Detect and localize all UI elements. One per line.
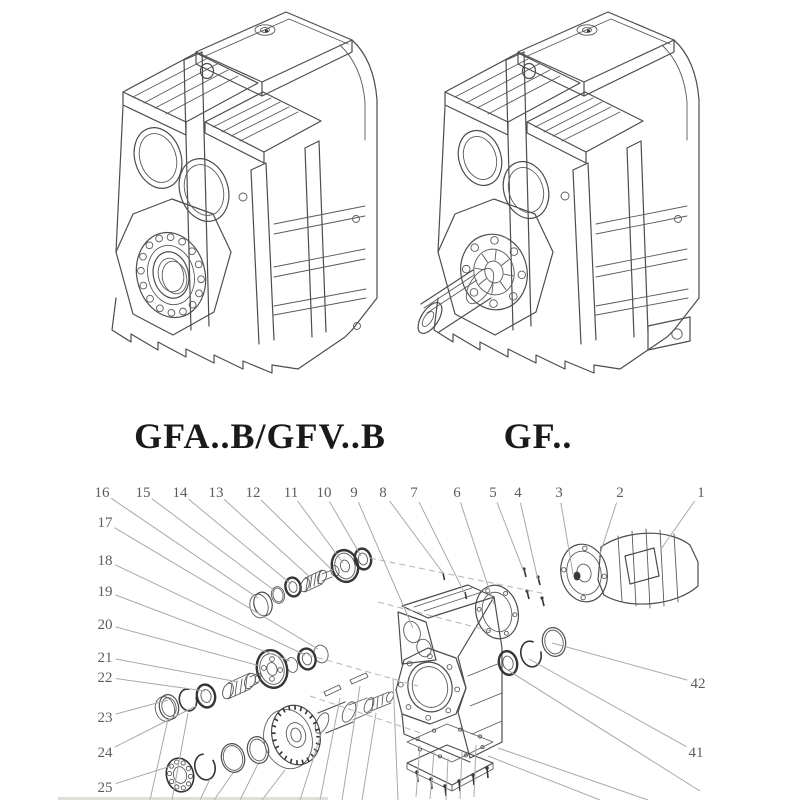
callout-13: 13 xyxy=(208,485,224,501)
callout-2: 2 xyxy=(616,485,624,501)
bottom-gasket xyxy=(407,724,493,762)
callout-6: 6 xyxy=(453,485,461,501)
callout-3: 3 xyxy=(555,485,563,501)
input-motor xyxy=(555,529,698,608)
gear-housing xyxy=(396,573,502,762)
callout-20: 20 xyxy=(97,617,113,633)
callout-4: 4 xyxy=(514,485,522,501)
callout-9: 9 xyxy=(350,485,358,501)
callout-7: 7 xyxy=(410,485,418,501)
callout-14: 14 xyxy=(172,485,188,501)
hollow-shaft-gearbox-drawing xyxy=(112,12,377,373)
callout-19: 19 xyxy=(97,584,113,600)
exploded-view-diagram xyxy=(95,485,706,800)
callout-15: 15 xyxy=(135,485,151,501)
model-label-left: GFA..B/GFV..B xyxy=(134,416,386,456)
solid-output-shaft xyxy=(413,264,499,338)
callout-10: 10 xyxy=(316,485,332,501)
callout-23: 23 xyxy=(97,710,113,726)
callout-24: 24 xyxy=(97,745,113,761)
callout-21: 21 xyxy=(97,650,113,666)
motor-bolts xyxy=(522,567,544,606)
model-label-right: GF.. xyxy=(503,416,573,456)
hollow-output-hub xyxy=(128,225,215,325)
callout-42: 42 xyxy=(690,676,706,692)
intermediate-shaft-group xyxy=(153,644,330,724)
callout-1: 1 xyxy=(697,485,705,501)
callout-16: 16 xyxy=(94,485,110,501)
output-side-bearing-set xyxy=(496,625,568,677)
callout-5: 5 xyxy=(489,485,497,501)
callout-18: 18 xyxy=(97,553,113,569)
callout-11: 11 xyxy=(283,485,299,501)
callout-17: 17 xyxy=(97,515,113,531)
callout-25: 25 xyxy=(97,780,113,796)
callout-22: 22 xyxy=(97,670,113,686)
input-shaft-group xyxy=(247,547,373,620)
callout-8: 8 xyxy=(379,485,387,501)
callout-12: 12 xyxy=(245,485,261,501)
callout-41: 41 xyxy=(688,745,704,761)
solid-shaft-gearbox-drawing xyxy=(413,12,699,373)
solid-shaft-flange-hub xyxy=(453,227,535,317)
